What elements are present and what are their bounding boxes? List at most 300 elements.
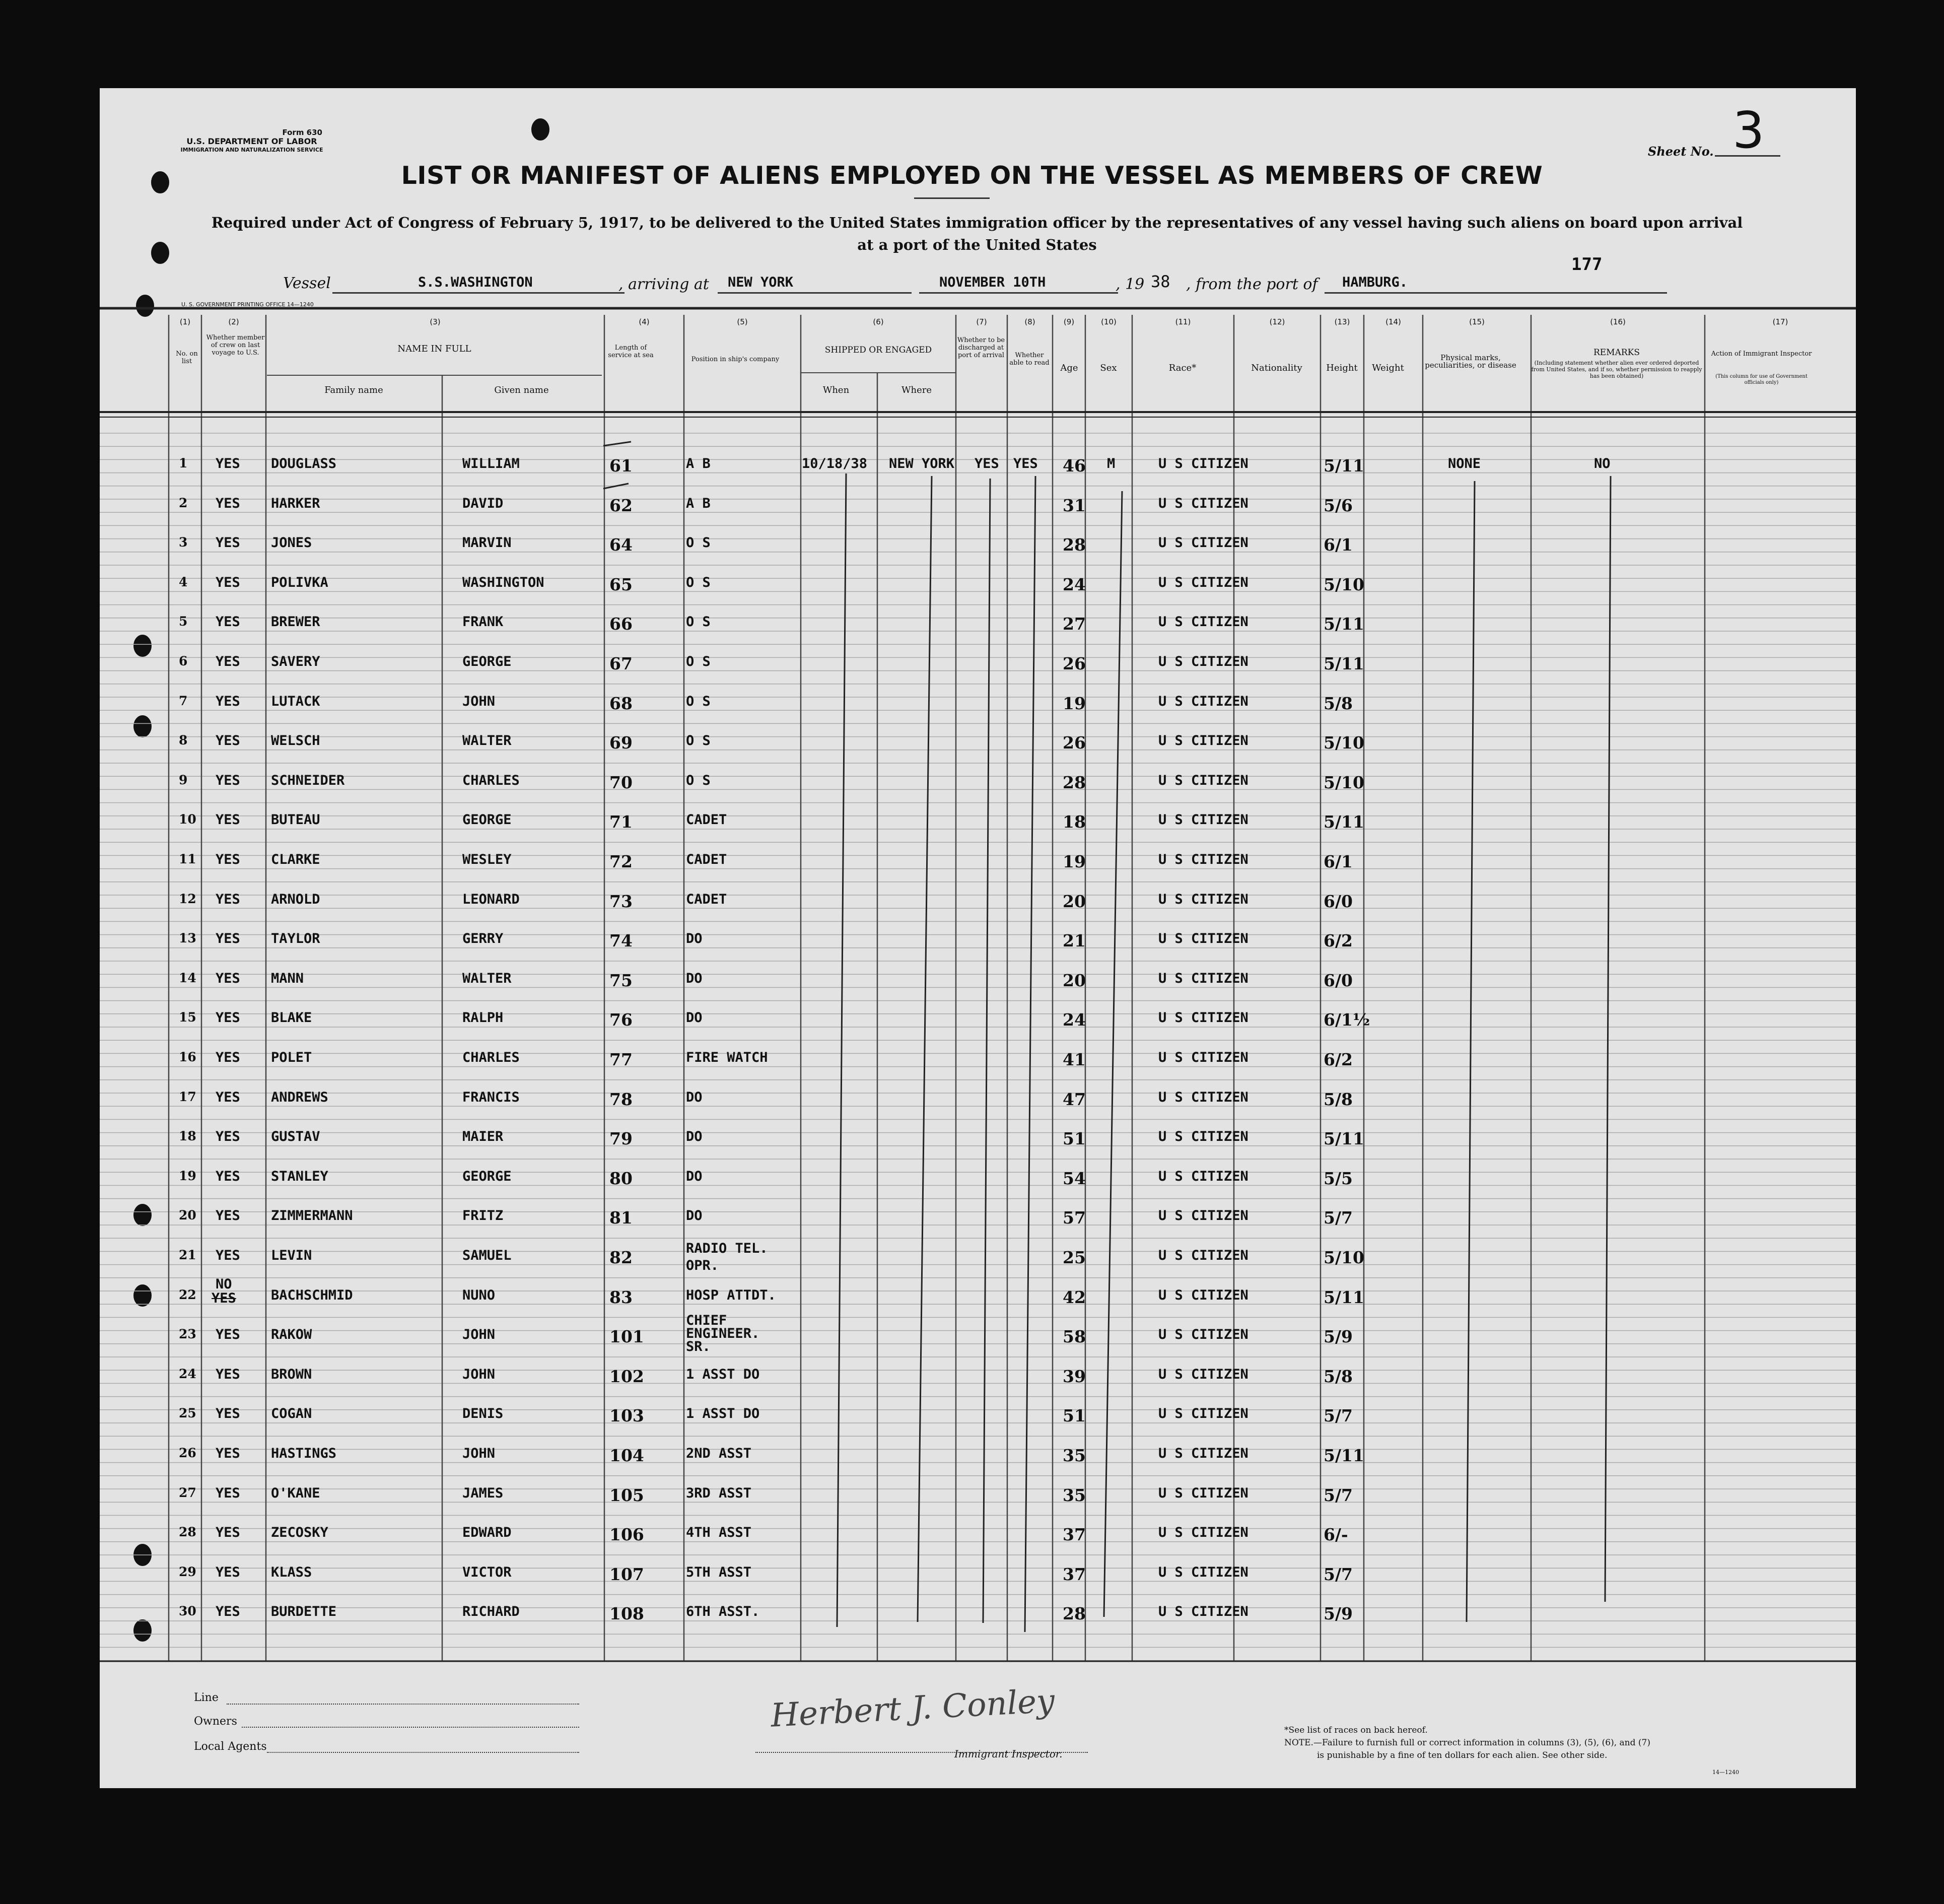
member-last-voyage: YES — [216, 1525, 240, 1541]
row-number: 28 — [179, 1525, 196, 1540]
member-last-voyage: YES — [216, 852, 240, 867]
row-number: 27 — [179, 1485, 196, 1500]
member-last-voyage: YES — [216, 614, 240, 630]
position: DO — [686, 1089, 703, 1105]
member-last-voyage: YES — [216, 1604, 240, 1620]
height: 5/11 — [1324, 812, 1364, 832]
header-length-service: Length of service at sea — [608, 344, 654, 359]
vessel-name: S.S.WASHINGTON — [418, 275, 533, 290]
row-number: 7 — [179, 693, 188, 708]
position: FIRE WATCH — [686, 1050, 768, 1065]
member-last-voyage: YES — [216, 574, 240, 590]
height: 5/5 — [1324, 1168, 1353, 1188]
column-number: (6) — [873, 317, 884, 326]
race: U S CITIZEN — [1158, 1248, 1248, 1263]
given-name: WALTER — [462, 970, 512, 986]
age: 28 — [1063, 772, 1086, 792]
height: 5/7 — [1324, 1406, 1353, 1426]
column-number: (3) — [430, 317, 441, 326]
able-to-read: YES — [1013, 456, 1038, 471]
position-line2: OPR. — [686, 1258, 719, 1273]
page-title: LIST OR MANIFEST OF ALIENS EMPLOYED ON THE VESSEL AS MEMBERS OF CREW — [401, 161, 1543, 190]
family-name: KLASS — [271, 1564, 312, 1580]
race: U S CITIZEN — [1158, 1366, 1248, 1382]
given-name: JAMES — [462, 1485, 504, 1501]
position: CADET — [686, 891, 727, 907]
member-last-voyage: YES — [216, 1485, 240, 1501]
given-name: NUNO — [462, 1287, 496, 1303]
position: A B — [686, 456, 711, 471]
family-name: MANN — [271, 970, 304, 986]
age: 41 — [1063, 1050, 1086, 1069]
member-last-voyage: YES — [216, 1327, 240, 1343]
row-number: 26 — [179, 1446, 196, 1460]
given-name: SAMUEL — [462, 1248, 512, 1263]
age: 28 — [1063, 1604, 1086, 1624]
age: 42 — [1063, 1287, 1086, 1307]
member-last-voyage: YES — [216, 931, 240, 947]
race: U S CITIZEN — [1158, 970, 1248, 986]
service-length: 108 — [609, 1604, 644, 1624]
family-name: TAYLOR — [271, 931, 320, 947]
position: DO — [686, 1010, 703, 1026]
age: 19 — [1063, 852, 1086, 871]
header-age: Age — [1060, 363, 1078, 373]
age: 26 — [1063, 654, 1086, 673]
position: O S — [686, 654, 711, 669]
age: 26 — [1063, 733, 1086, 753]
family-name: LUTACK — [271, 693, 320, 709]
race: U S CITIZEN — [1158, 1446, 1248, 1461]
position: 5TH ASST — [686, 1564, 752, 1580]
given-name: GEORGE — [462, 812, 512, 828]
family-name: O'KANE — [271, 1485, 320, 1501]
given-name: GERRY — [462, 931, 504, 947]
header-race: Race* — [1168, 363, 1197, 373]
position: 6TH ASST. — [686, 1604, 760, 1620]
position: HOSP ATTDT. — [686, 1287, 776, 1303]
family-name: LEVIN — [271, 1248, 312, 1263]
family-name: RAKOW — [271, 1327, 312, 1343]
family-name: ANDREWS — [271, 1089, 328, 1105]
races-note: *See list of races on back hereof. — [1284, 1725, 1428, 1735]
service-length: 104 — [609, 1446, 644, 1465]
age: 58 — [1063, 1327, 1086, 1347]
race: U S CITIZEN — [1158, 1525, 1248, 1541]
service-length: 101 — [609, 1327, 644, 1347]
race: U S CITIZEN — [1158, 693, 1248, 709]
column-number: (8) — [1024, 317, 1035, 326]
header-physical-marks: Physical marks, peculiarities, or disease — [1425, 353, 1516, 370]
given-name: RICHARD — [462, 1604, 520, 1620]
header-discharged: Whether to be discharged at port of arrival — [957, 336, 1005, 359]
row-number: 24 — [179, 1366, 196, 1381]
position: CADET — [686, 852, 727, 867]
height: 5/10 — [1324, 772, 1364, 792]
from-port: HAMBURG. — [1342, 275, 1408, 290]
row-number: 15 — [179, 1010, 196, 1025]
height: 5/6 — [1324, 495, 1353, 515]
member-last-voyage: YES — [216, 1168, 240, 1184]
header-action: Action of Immigrant Inspector — [1711, 350, 1812, 358]
footer-owners-label: Owners — [194, 1715, 237, 1728]
race: U S CITIZEN — [1158, 654, 1248, 669]
row-number: 18 — [179, 1129, 196, 1144]
arriving-port: NEW YORK — [728, 275, 794, 290]
family-name: GUSTAV — [271, 1129, 320, 1145]
header-height: Height — [1326, 363, 1358, 373]
row-number: 9 — [179, 772, 188, 787]
header-position: Position in ship's company — [691, 356, 780, 363]
service-length: 76 — [609, 1010, 633, 1030]
family-name: ARNOLD — [271, 891, 320, 907]
row-number: 3 — [179, 535, 188, 550]
given-name: CHARLES — [462, 772, 520, 788]
column-number: (16) — [1610, 317, 1626, 326]
height: 6/- — [1324, 1525, 1348, 1545]
given-name: EDWARD — [462, 1525, 512, 1541]
family-name: ZIMMERMANN — [271, 1208, 353, 1224]
age: 51 — [1063, 1129, 1086, 1149]
given-name: WILLIAM — [462, 456, 520, 471]
position: O S — [686, 574, 711, 590]
race: U S CITIZEN — [1158, 1327, 1248, 1343]
row-number: 20 — [179, 1208, 196, 1223]
service-length: 61 — [609, 456, 633, 475]
family-name: SCHNEIDER — [271, 772, 345, 788]
race: U S CITIZEN — [1158, 1564, 1248, 1580]
note-fine: is punishable by a fine of ten dollars for each alien. See other side. — [1317, 1750, 1608, 1760]
height: 5/10 — [1324, 1248, 1364, 1267]
footer-agents-label: Local Agents — [194, 1740, 267, 1753]
row-number: 16 — [179, 1050, 196, 1064]
member-last-voyage: YES — [216, 1446, 240, 1461]
position: O S — [686, 772, 711, 788]
header-given-name: Given name — [494, 385, 549, 395]
member-last-voyage: YES — [216, 1564, 240, 1580]
age: 39 — [1063, 1366, 1086, 1386]
member-last-voyage: YES — [216, 970, 240, 986]
height: 5/11 — [1324, 614, 1364, 634]
age: 31 — [1063, 495, 1086, 515]
member-last-voyage: YES — [216, 1406, 240, 1422]
race: U S CITIZEN — [1158, 574, 1248, 590]
race: U S CITIZEN — [1158, 1168, 1248, 1184]
position: O S — [686, 733, 711, 749]
given-name: VICTOR — [462, 1564, 512, 1580]
race: U S CITIZEN — [1158, 931, 1248, 947]
row-number: 12 — [179, 891, 196, 906]
header-able-read: Whether able to read — [1009, 352, 1050, 367]
race: U S CITIZEN — [1158, 1050, 1248, 1065]
service-length: 68 — [609, 693, 633, 713]
position: DO — [686, 931, 703, 947]
race: U S CITIZEN — [1158, 852, 1248, 867]
height: 5/11 — [1324, 1446, 1364, 1465]
member-last-voyage: YES — [216, 693, 240, 709]
race: U S CITIZEN — [1158, 1485, 1248, 1501]
service-length: 82 — [609, 1248, 633, 1267]
header-where: Where — [901, 385, 932, 395]
age: 28 — [1063, 535, 1086, 555]
header-remarks-note: (Including statement whether alien ever ordered deported from United States, and if so, whether permission to reapply has been obtained) — [1531, 360, 1702, 379]
family-name: BACHSCHMID — [271, 1287, 353, 1303]
height: 5/10 — [1324, 733, 1364, 753]
race: U S CITIZEN — [1158, 1406, 1248, 1422]
member-last-voyage: YES — [216, 495, 240, 511]
row-number: 11 — [179, 852, 196, 866]
service-length: 75 — [609, 970, 633, 990]
row-number: 21 — [179, 1248, 196, 1262]
row-number: 2 — [179, 495, 188, 510]
race: U S CITIZEN — [1158, 456, 1248, 471]
age: 20 — [1063, 891, 1086, 911]
member-last-voyage: YES — [216, 1208, 240, 1224]
member-last-voyage: YES — [216, 1366, 240, 1382]
family-name: SAVERY — [271, 654, 320, 669]
row-number: 5 — [179, 614, 188, 629]
family-name: BROWN — [271, 1366, 312, 1382]
form-number: Form 630 — [282, 128, 322, 137]
row-number: 30 — [179, 1604, 196, 1619]
service-length: 81 — [609, 1208, 633, 1228]
given-name: FRANK — [462, 614, 504, 630]
service-length: 105 — [609, 1485, 644, 1505]
race: U S CITIZEN — [1158, 1604, 1248, 1620]
row-number: 13 — [179, 931, 196, 946]
race: U S CITIZEN — [1158, 1208, 1248, 1224]
age: 35 — [1063, 1446, 1086, 1465]
row-number: 4 — [179, 574, 188, 589]
position: 3RD ASST — [686, 1485, 752, 1501]
family-name: ZECOSKY — [271, 1525, 328, 1541]
age: 57 — [1063, 1208, 1086, 1228]
header-no-on-list: No. on list — [176, 350, 198, 365]
service-length: 77 — [609, 1050, 633, 1069]
row-number: 10 — [179, 812, 196, 827]
height: 5/10 — [1324, 574, 1364, 594]
member-last-voyage: NO — [216, 1276, 232, 1292]
race: U S CITIZEN — [1158, 614, 1248, 630]
given-name: GEORGE — [462, 1168, 512, 1184]
from-port-label: , from the port of — [1186, 276, 1318, 293]
service-length: 62 — [609, 495, 633, 515]
column-number: (10) — [1101, 317, 1117, 326]
shipped-when: 10/18/38 — [802, 456, 868, 471]
position: 2ND ASST — [686, 1446, 752, 1461]
service-length: 72 — [609, 852, 633, 871]
member-last-voyage: YES — [216, 535, 240, 551]
shipped-where: NEW YORK — [889, 456, 955, 471]
position: DO — [686, 1129, 703, 1145]
column-number: (11) — [1175, 317, 1191, 326]
height: 5/7 — [1324, 1564, 1353, 1584]
service-length: 69 — [609, 733, 633, 753]
position: CADET — [686, 812, 727, 828]
service-length: 107 — [609, 1564, 644, 1584]
header-action-note: (This column for use of Government officials only) — [1715, 374, 1808, 385]
printing-office: U. S. GOVERNMENT PRINTING OFFICE 14—1240 — [181, 301, 314, 308]
column-number: (15) — [1469, 317, 1485, 326]
member-last-voyage: YES — [216, 772, 240, 788]
member-last-voyage: YES — [216, 812, 240, 828]
header-weight: Weight — [1372, 363, 1404, 373]
header-when: When — [822, 385, 850, 395]
stamp-number: 177 — [1571, 254, 1603, 275]
column-number: (5) — [737, 317, 748, 326]
row-number: 6 — [179, 654, 188, 668]
height: 5/8 — [1324, 1366, 1353, 1386]
service-length: 66 — [609, 614, 633, 634]
member-last-voyage: YES — [216, 1129, 240, 1145]
footer-line-label: Line — [194, 1691, 219, 1704]
family-name: BUTEAU — [271, 812, 320, 828]
age: 21 — [1063, 931, 1086, 951]
family-name: BURDETTE — [271, 1604, 337, 1620]
department: U.S. DEPARTMENT OF LABOR — [186, 137, 317, 146]
column-number: (12) — [1269, 317, 1285, 326]
member-last-voyage: YES — [216, 456, 240, 471]
given-name: JOHN — [462, 1327, 496, 1343]
note-failure: NOTE.—Failure to furnish full or correct information in columns (3), (5), (6), and (7) — [1284, 1738, 1650, 1748]
family-name: POLET — [271, 1050, 312, 1065]
family-name: HARKER — [271, 495, 320, 511]
given-name: LEONARD — [462, 891, 520, 907]
age: 18 — [1063, 812, 1086, 832]
position: A B — [686, 495, 711, 511]
position: 1 ASST DO — [686, 1406, 760, 1422]
age: 51 — [1063, 1406, 1086, 1426]
arriving-label: , arriving at — [618, 276, 709, 293]
member-last-voyage: YES — [216, 1010, 240, 1026]
race: U S CITIZEN — [1158, 891, 1248, 907]
family-name: BLAKE — [271, 1010, 312, 1026]
service-length: 73 — [609, 891, 633, 911]
sheet-label: Sheet No. — [1648, 144, 1714, 159]
position: 4TH ASST — [686, 1525, 752, 1541]
age: 24 — [1063, 574, 1086, 594]
position: RADIO TEL. — [686, 1241, 768, 1256]
given-name: JOHN — [462, 1446, 496, 1461]
inspector-label: Immigrant Inspector. — [954, 1748, 1063, 1760]
height: 5/11 — [1324, 654, 1364, 673]
row-number: 1 — [179, 456, 188, 470]
header-shipped-engaged: SHIPPED OR ENGAGED — [824, 345, 932, 355]
discharged: YES — [975, 456, 999, 471]
given-name: DENIS — [462, 1406, 504, 1422]
given-name: CHARLES — [462, 1050, 520, 1065]
race: U S CITIZEN — [1158, 535, 1248, 551]
row-number: 19 — [179, 1168, 196, 1183]
height: 5/7 — [1324, 1208, 1353, 1228]
position-line2: ENGINEER. — [686, 1326, 760, 1342]
family-name: POLIVKA — [271, 574, 328, 590]
header-remarks: REMARKS — [1593, 348, 1640, 358]
age: 37 — [1063, 1564, 1086, 1584]
header-sex: Sex — [1100, 363, 1117, 373]
family-name: WELSCH — [271, 733, 320, 749]
member-last-voyage: YES — [216, 1089, 240, 1105]
height: 5/11 — [1324, 1287, 1364, 1307]
row-number: 14 — [179, 970, 196, 985]
sheet-number: 3 — [1732, 101, 1765, 160]
sex: M — [1107, 456, 1116, 471]
form-code: 14—1240 — [1712, 1769, 1739, 1776]
service-length: 78 — [609, 1089, 633, 1109]
service-length: 79 — [609, 1129, 633, 1149]
given-name: RALPH — [462, 1010, 504, 1026]
height: 6/2 — [1324, 931, 1353, 951]
page-subtitle: Required under Act of Congress of February 5, 1917, to be delivered to the United States immigration officer by the representatives of any vessel having such aliens on board upon arrival at a port of the United States — [211, 214, 1743, 253]
family-name: DOUGLASS — [271, 456, 337, 471]
age: 37 — [1063, 1525, 1086, 1545]
given-name: JOHN — [462, 1366, 496, 1382]
age: 47 — [1063, 1089, 1086, 1109]
height: 6/1½ — [1324, 1010, 1370, 1030]
member-last-voyage: YES — [216, 1248, 240, 1263]
column-number: (13) — [1334, 317, 1350, 326]
service-length: 64 — [609, 535, 633, 555]
given-name: GEORGE — [462, 654, 512, 669]
row-number: 22 — [179, 1287, 196, 1302]
given-name: WALTER — [462, 733, 512, 749]
position: O S — [686, 693, 711, 709]
position: O S — [686, 614, 711, 630]
row-number: 17 — [179, 1089, 196, 1104]
service-length: 71 — [609, 812, 633, 832]
race: U S CITIZEN — [1158, 812, 1248, 828]
position-line3: SR. — [686, 1339, 711, 1355]
height: 5/8 — [1324, 693, 1353, 713]
header-family-name: Family name — [324, 385, 383, 395]
position: DO — [686, 1168, 703, 1184]
position: DO — [686, 970, 703, 986]
age: 25 — [1063, 1248, 1086, 1267]
given-name: MARVIN — [462, 535, 512, 551]
height: 5/11 — [1324, 456, 1364, 475]
header-nationality: Nationality — [1251, 363, 1302, 373]
height: 6/2 — [1324, 1050, 1353, 1069]
given-name: DAVID — [462, 495, 504, 511]
service-length: 74 — [609, 931, 633, 951]
member-last-voyage: YES — [216, 891, 240, 907]
member-last-voyage: YES — [216, 654, 240, 669]
height: 6/1 — [1324, 852, 1353, 871]
service-length: 67 — [609, 654, 633, 673]
service-length: 102 — [609, 1366, 644, 1386]
race: U S CITIZEN — [1158, 1010, 1248, 1026]
family-name: HASTINGS — [271, 1446, 337, 1461]
arrival-year: 38 — [1151, 272, 1170, 291]
row-number: 29 — [179, 1564, 196, 1579]
race: U S CITIZEN — [1158, 733, 1248, 749]
age: 19 — [1063, 693, 1086, 713]
given-name: FRITZ — [462, 1208, 504, 1224]
height: 6/1 — [1324, 535, 1353, 555]
given-name: MAIER — [462, 1129, 504, 1145]
family-name: JONES — [271, 535, 312, 551]
family-name: STANLEY — [271, 1168, 328, 1184]
member-struck-value: YES — [212, 1290, 236, 1306]
row-number: 25 — [179, 1406, 196, 1421]
given-name: JOHN — [462, 693, 496, 709]
age: 20 — [1063, 970, 1086, 990]
race: U S CITIZEN — [1158, 1287, 1248, 1303]
position: 1 ASST DO — [686, 1366, 760, 1382]
header-member-last-voyage: Whether member of crew on last voyage to U.S. — [206, 334, 265, 357]
race: U S CITIZEN — [1158, 1129, 1248, 1145]
header-name-in-full: NAME IN FULL — [397, 344, 471, 354]
